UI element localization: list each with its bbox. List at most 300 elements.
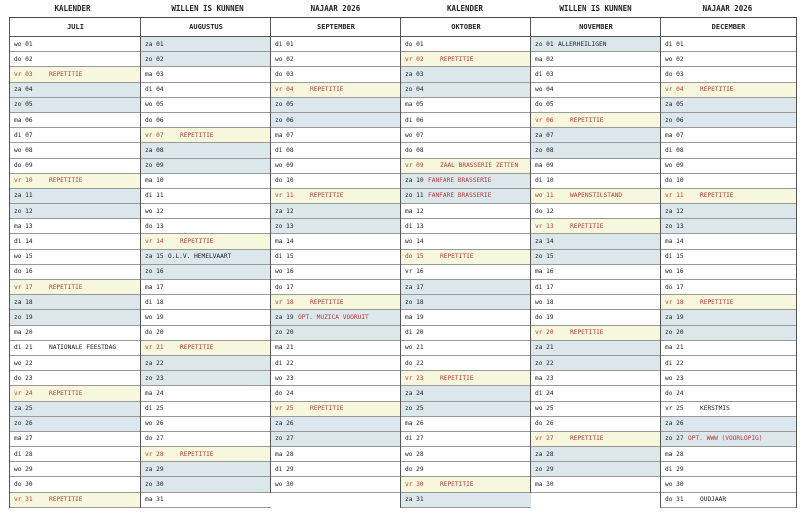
- day-row: [401, 113, 531, 128]
- day-label: vr 10: [14, 177, 33, 185]
- day-row: [141, 295, 271, 310]
- day-label: vr 04: [665, 86, 684, 94]
- day-row: [661, 371, 796, 386]
- day-label: vr 31: [14, 496, 33, 504]
- day-label: za 04: [14, 86, 33, 94]
- day-row: [531, 310, 661, 325]
- day-row: [531, 341, 661, 356]
- day-label: di 22: [665, 359, 684, 367]
- day-label: wo 02: [665, 55, 684, 63]
- event-text: REPETITIE: [49, 283, 83, 291]
- day-label: do 16: [14, 268, 33, 276]
- event-text: REPETITIE: [700, 192, 734, 200]
- day-label: ma 31: [145, 496, 164, 504]
- day-row: [271, 402, 401, 417]
- day-row: [271, 159, 401, 174]
- day-label: wo 23: [665, 374, 684, 382]
- day-row: [271, 83, 401, 98]
- day-label: ma 07: [275, 131, 294, 139]
- day-label: za 26: [665, 420, 684, 428]
- day-row: [141, 326, 271, 341]
- day-row: [531, 280, 661, 295]
- day-label: vr 25: [665, 405, 684, 413]
- day-row: [141, 67, 271, 82]
- day-row: [141, 83, 271, 98]
- day-label: zo 29: [535, 465, 554, 473]
- day-label: za 03: [405, 70, 424, 78]
- event-text: REPETITIE: [180, 450, 214, 458]
- day-label: vr 02: [405, 55, 424, 63]
- day-row: [661, 280, 796, 295]
- event-text: OUDJAAR: [700, 496, 727, 504]
- event-text: REPETITIE: [700, 86, 734, 94]
- day-label: do 01: [405, 40, 424, 48]
- day-row: [271, 219, 401, 234]
- day-row: [661, 174, 796, 189]
- event-text: REPETITIE: [180, 131, 214, 139]
- day-label: wo 01: [14, 40, 33, 48]
- day-row: [401, 128, 531, 143]
- day-label: do 26: [535, 420, 554, 428]
- day-row: [141, 143, 271, 158]
- event-text: REPETITIE: [310, 192, 344, 200]
- event-text: ZAAL BRASSERIE ZETTEN: [440, 162, 519, 170]
- day-label: do 02: [14, 55, 33, 63]
- day-label: wo 23: [275, 374, 294, 382]
- day-label: wo 16: [275, 268, 294, 276]
- day-label: za 10: [405, 177, 424, 185]
- day-row: [141, 204, 271, 219]
- day-row: [661, 493, 796, 508]
- day-label: ma 21: [275, 344, 294, 352]
- day-row: [661, 447, 796, 462]
- day-row: [661, 432, 796, 447]
- day-row: [271, 386, 401, 401]
- day-label: do 30: [14, 481, 33, 489]
- day-row: [661, 462, 796, 477]
- day-row: [141, 219, 271, 234]
- day-row: [271, 113, 401, 128]
- day-row: [401, 310, 531, 325]
- day-label: vr 16: [405, 268, 424, 276]
- day-label: vr 24: [14, 389, 33, 397]
- day-label: di 20: [405, 329, 424, 337]
- day-row: [141, 402, 271, 417]
- day-row: [141, 234, 271, 249]
- day-row: [271, 326, 401, 341]
- event-text: REPETITIE: [310, 86, 344, 94]
- day-row: [401, 295, 531, 310]
- day-row: [401, 52, 531, 67]
- day-label: wo 18: [535, 298, 554, 306]
- day-row: [401, 189, 531, 204]
- day-row: [401, 386, 531, 401]
- day-row: [661, 189, 796, 204]
- day-label: do 08: [405, 146, 424, 154]
- day-row: [401, 462, 531, 477]
- day-row: [271, 143, 401, 158]
- event-text: FANFARE BRASSERIE: [428, 177, 492, 185]
- day-row: [401, 432, 531, 447]
- day-row: [531, 113, 661, 128]
- day-label: zo 19: [14, 313, 33, 321]
- day-row: [271, 52, 401, 67]
- day-row: [531, 219, 661, 234]
- day-label: di 10: [535, 177, 554, 185]
- day-label: do 22: [405, 359, 424, 367]
- day-row: [271, 37, 401, 52]
- day-label: do 17: [275, 283, 294, 291]
- day-label: wo 15: [14, 253, 33, 261]
- day-row: [531, 98, 661, 113]
- event-text: REPETITIE: [570, 329, 604, 337]
- day-label: zo 11: [405, 192, 424, 200]
- day-row: [141, 493, 271, 508]
- day-row: [10, 265, 141, 280]
- day-row: [271, 295, 401, 310]
- day-label: zo 13: [665, 222, 684, 230]
- day-label: za 05: [665, 101, 684, 109]
- day-label: zo 16: [145, 268, 164, 276]
- day-row: [10, 386, 141, 401]
- day-label: vr 18: [275, 298, 294, 306]
- day-row: [10, 402, 141, 417]
- day-label: di 18: [145, 298, 164, 306]
- day-label: za 21: [535, 344, 554, 352]
- day-label: wo 14: [405, 238, 424, 246]
- day-row: [661, 356, 796, 371]
- day-label: zo 04: [405, 86, 424, 94]
- day-row: [531, 295, 661, 310]
- day-row: [401, 67, 531, 82]
- day-row: [10, 250, 141, 265]
- day-label: do 10: [665, 177, 684, 185]
- day-row: [10, 159, 141, 174]
- day-label: wo 25: [535, 405, 554, 413]
- day-label: ma 30: [535, 481, 554, 489]
- day-label: wo 09: [665, 162, 684, 170]
- event-text: KERSTMIS: [700, 405, 730, 413]
- day-label: ma 06: [14, 116, 33, 124]
- day-label: di 04: [145, 86, 164, 94]
- day-label: ma 21: [665, 344, 684, 352]
- event-text: REPETITIE: [570, 222, 604, 230]
- day-row: [531, 143, 661, 158]
- day-row: [661, 204, 796, 219]
- month-title: OKTOBER: [401, 18, 531, 37]
- day-row: [271, 341, 401, 356]
- day-row: [661, 219, 796, 234]
- month-column-november: [530, 17, 661, 493]
- day-label: do 06: [145, 116, 164, 124]
- day-row: [661, 295, 796, 310]
- month-title: SEPTEMBER: [271, 18, 401, 37]
- day-label: do 29: [405, 465, 424, 473]
- day-label: wo 21: [405, 344, 424, 352]
- day-label: zo 12: [14, 207, 33, 215]
- day-row: [141, 310, 271, 325]
- day-label: di 15: [275, 253, 294, 261]
- day-label: ma 16: [535, 268, 554, 276]
- day-label: zo 08: [535, 146, 554, 154]
- event-text: REPETITIE: [570, 435, 604, 443]
- day-label: di 21: [14, 344, 33, 352]
- day-label: vr 07: [145, 131, 164, 139]
- day-row: [271, 234, 401, 249]
- day-label: ma 03: [145, 70, 164, 78]
- day-label: vr 30: [405, 481, 424, 489]
- month-title: NOVEMBER: [531, 18, 661, 37]
- day-row: [271, 265, 401, 280]
- day-row: [141, 462, 271, 477]
- day-label: zo 22: [535, 359, 554, 367]
- day-row: [401, 493, 531, 508]
- event-text: REPETITIE: [700, 298, 734, 306]
- day-label: do 23: [14, 374, 33, 382]
- event-text: REPETITIE: [49, 496, 83, 504]
- day-label: ma 26: [405, 420, 424, 428]
- event-text: REPETITIE: [49, 70, 83, 78]
- day-row: [531, 371, 661, 386]
- event-text: REPETITIE: [440, 55, 474, 63]
- day-row: [10, 371, 141, 386]
- header-najaar-2: NAJAAR 2026: [702, 4, 753, 13]
- day-row: [401, 37, 531, 52]
- day-label: ma 14: [665, 238, 684, 246]
- day-row: [271, 432, 401, 447]
- day-row: [531, 37, 661, 52]
- day-label: do 27: [145, 435, 164, 443]
- day-label: do 03: [275, 70, 294, 78]
- day-label: za 28: [535, 450, 554, 458]
- day-label: ma 14: [275, 238, 294, 246]
- day-label: vr 11: [275, 192, 294, 200]
- day-label: di 03: [535, 70, 554, 78]
- day-row: [10, 98, 141, 113]
- day-label: vr 03: [14, 70, 33, 78]
- event-text: NATIONALE FEESTDAG: [49, 344, 117, 352]
- day-label: vr 06: [535, 116, 554, 124]
- day-label: za 12: [275, 207, 294, 215]
- day-label: zo 06: [275, 116, 294, 124]
- day-row: [401, 234, 531, 249]
- day-label: do 10: [275, 177, 294, 185]
- day-row: [531, 174, 661, 189]
- month-column-september: [270, 17, 401, 493]
- day-row: [10, 295, 141, 310]
- day-row: [401, 98, 531, 113]
- day-label: do 31: [665, 496, 684, 504]
- day-row: [661, 159, 796, 174]
- day-label: di 06: [405, 116, 424, 124]
- month-column-december: [660, 17, 797, 508]
- day-row: [271, 417, 401, 432]
- day-row: [141, 280, 271, 295]
- day-label: za 14: [535, 238, 554, 246]
- day-label: za 15: [145, 253, 164, 261]
- day-row: [661, 265, 796, 280]
- day-label: zo 20: [665, 329, 684, 337]
- day-label: di 01: [275, 40, 294, 48]
- day-label: di 17: [535, 283, 554, 291]
- day-row: [141, 341, 271, 356]
- day-label: za 25: [14, 405, 33, 413]
- day-row: [141, 447, 271, 462]
- day-row: [141, 265, 271, 280]
- header-kalender-1: KALENDER: [54, 4, 91, 13]
- day-row: [141, 386, 271, 401]
- day-row: [531, 462, 661, 477]
- day-row: [10, 280, 141, 295]
- day-label: do 17: [665, 283, 684, 291]
- day-label: do 09: [14, 162, 33, 170]
- day-row: [10, 52, 141, 67]
- day-row: [661, 326, 796, 341]
- day-label: za 18: [14, 298, 33, 306]
- day-row: [141, 356, 271, 371]
- day-row: [661, 402, 796, 417]
- day-row: [141, 113, 271, 128]
- day-label: wo 22: [14, 359, 33, 367]
- day-label: za 19: [275, 313, 294, 321]
- day-label: ma 05: [405, 101, 424, 109]
- day-row: [401, 447, 531, 462]
- day-row: [141, 174, 271, 189]
- day-label: do 13: [145, 222, 164, 230]
- day-label: di 01: [665, 40, 684, 48]
- event-text: REPETITIE: [310, 298, 344, 306]
- day-row: [10, 417, 141, 432]
- day-label: zo 27: [275, 435, 294, 443]
- month-column-juli: [9, 17, 141, 508]
- day-label: di 25: [145, 405, 164, 413]
- day-label: di 28: [14, 450, 33, 458]
- day-label: wo 29: [14, 465, 33, 473]
- day-row: [531, 204, 661, 219]
- event-text: WAPENSTILSTAND: [570, 192, 623, 200]
- day-row: [661, 417, 796, 432]
- day-label: zo 25: [405, 405, 424, 413]
- day-label: vr 20: [535, 329, 554, 337]
- day-row: [10, 67, 141, 82]
- day-label: za 24: [405, 389, 424, 397]
- day-label: wo 16: [665, 268, 684, 276]
- day-row: [10, 143, 141, 158]
- event-text: OPT. WWW (VOORLOPIG): [688, 435, 763, 443]
- day-label: vr 14: [145, 238, 164, 246]
- day-row: [661, 386, 796, 401]
- day-label: di 29: [275, 465, 294, 473]
- day-row: [10, 477, 141, 492]
- day-row: [141, 371, 271, 386]
- day-row: [401, 174, 531, 189]
- day-row: [271, 310, 401, 325]
- event-text: REPETITIE: [440, 374, 474, 382]
- day-label: di 08: [275, 146, 294, 154]
- day-row: [10, 113, 141, 128]
- day-label: do 12: [535, 207, 554, 215]
- day-label: zo 20: [275, 329, 294, 337]
- day-row: [531, 447, 661, 462]
- day-label: zo 30: [145, 481, 164, 489]
- day-row: [401, 204, 531, 219]
- day-label: vr 11: [665, 192, 684, 200]
- day-row: [401, 250, 531, 265]
- day-label: di 22: [275, 359, 294, 367]
- day-row: [401, 83, 531, 98]
- event-text: REPETITIE: [310, 405, 344, 413]
- day-label: ma 12: [405, 207, 424, 215]
- day-label: di 13: [405, 222, 424, 230]
- day-row: [141, 159, 271, 174]
- day-label: zo 02: [145, 55, 164, 63]
- day-label: vr 21: [145, 344, 164, 352]
- day-label: vr 18: [665, 298, 684, 306]
- event-text: O.L.V. HEMELVAART: [168, 253, 232, 261]
- day-row: [661, 310, 796, 325]
- day-label: do 05: [535, 101, 554, 109]
- day-row: [10, 234, 141, 249]
- day-label: di 24: [535, 389, 554, 397]
- day-row: [661, 113, 796, 128]
- day-row: [10, 432, 141, 447]
- day-row: [531, 402, 661, 417]
- day-label: wo 19: [145, 313, 164, 321]
- day-label: wo 09: [275, 162, 294, 170]
- day-label: vr 28: [145, 450, 164, 458]
- day-label: do 24: [665, 389, 684, 397]
- day-label: zo 09: [145, 162, 164, 170]
- day-label: ma 07: [665, 131, 684, 139]
- day-row: [271, 67, 401, 82]
- day-label: za 29: [145, 465, 164, 473]
- day-label: za 26: [275, 420, 294, 428]
- day-label: ma 09: [535, 162, 554, 170]
- day-label: vr 17: [14, 283, 33, 291]
- day-label: za 11: [14, 192, 33, 200]
- day-row: [661, 52, 796, 67]
- day-row: [141, 128, 271, 143]
- day-row: [401, 280, 531, 295]
- day-label: ma 17: [145, 283, 164, 291]
- day-label: di 27: [405, 435, 424, 443]
- day-row: [141, 98, 271, 113]
- day-row: [661, 83, 796, 98]
- event-text: REPETITIE: [440, 253, 474, 261]
- event-text: REPETITIE: [180, 238, 214, 246]
- header-kalender-2: KALENDER: [446, 4, 484, 13]
- day-label: ma 28: [275, 450, 294, 458]
- day-label: zo 15: [535, 253, 554, 261]
- day-label: di 14: [14, 238, 33, 246]
- day-label: wo 12: [145, 207, 164, 215]
- event-text: REPETITIE: [570, 116, 604, 124]
- header-willen-is-kunnen-1: WILLEN IS KUNNEN: [171, 4, 244, 13]
- day-row: [10, 128, 141, 143]
- day-label: wo 30: [665, 481, 684, 489]
- event-text: FANFARE BRASSERIE: [428, 192, 492, 200]
- day-label: vr 23: [405, 374, 424, 382]
- day-label: ma 27: [14, 435, 33, 443]
- day-label: wo 04: [535, 86, 554, 94]
- day-row: [531, 326, 661, 341]
- day-label: za 07: [535, 131, 554, 139]
- day-row: [531, 386, 661, 401]
- day-label: di 15: [665, 253, 684, 261]
- event-text: REPETITIE: [440, 481, 474, 489]
- day-label: za 12: [665, 207, 684, 215]
- day-label: vr 25: [275, 405, 294, 413]
